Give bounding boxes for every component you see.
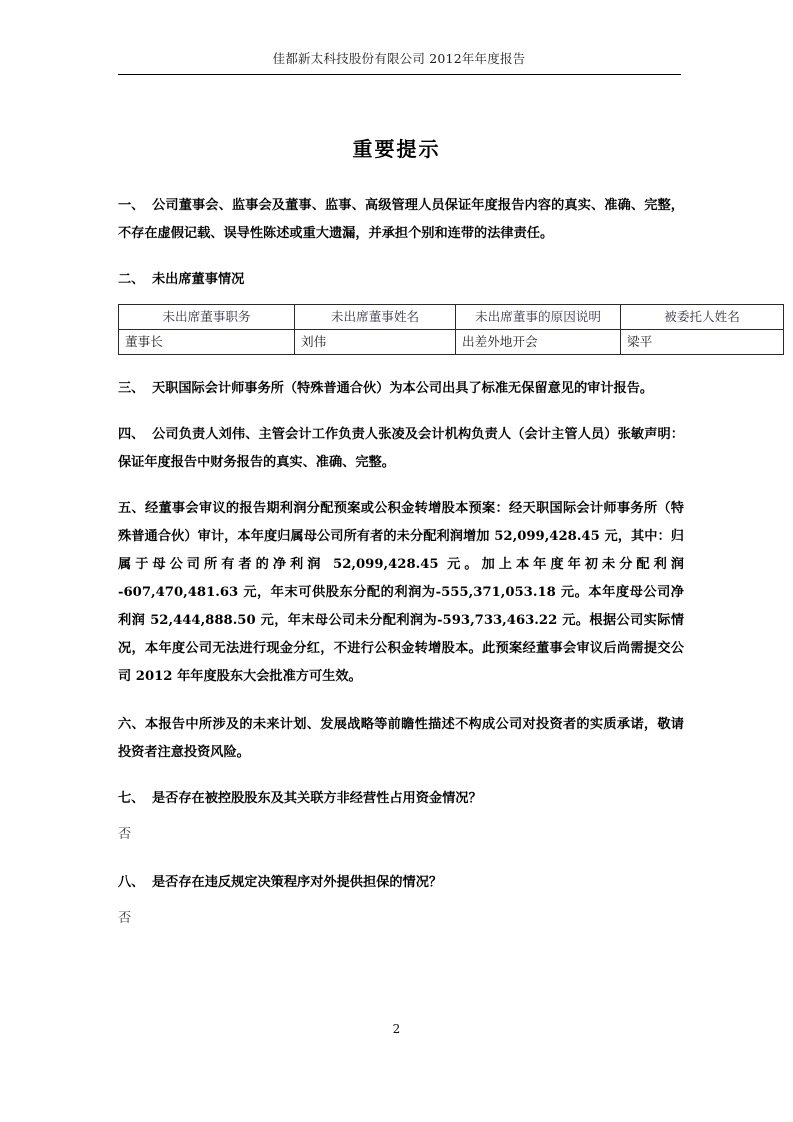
section-1-text: 公司董事会、监事会及董事、监事、高级管理人员保证年度报告内容的真实、准确、完整，不存在虚假记载、误导性陈述或重大遗漏，并承担个别和连带的法律责任。 <box>118 198 684 241</box>
cell-reason: 出差外地开会 <box>456 330 621 355</box>
section-2-heading <box>118 266 684 294</box>
section-7-answer: 否 <box>118 827 132 842</box>
table-header-row <box>119 305 784 330</box>
document-body <box>118 192 740 953</box>
section-6-paragraph: 六、本报告中所涉及的未来计划、发展战略等前瞻性描述不构成公司对投资者的实质承诺，敬请投资者注意投资风险。 <box>118 717 684 760</box>
section-3-paragraph <box>118 375 684 403</box>
section-8-answer: 否 <box>118 911 132 926</box>
section-8-number: 八、 <box>118 875 145 890</box>
table-row <box>119 330 784 355</box>
section-1-number: 一、 <box>118 198 145 213</box>
header-divider <box>118 74 681 75</box>
section-1-paragraph <box>118 192 684 248</box>
section-4-paragraph <box>118 421 684 477</box>
page-number: 2 <box>392 1022 401 1036</box>
section-3-number: 三、 <box>118 381 145 396</box>
table-header-name: 未出席董事姓名 <box>295 305 456 330</box>
absent-directors-table <box>118 304 784 355</box>
section-4-number: 四、 <box>118 427 145 442</box>
section-5-paragraph: 五、经董事会审议的报告期利润分配预案或公积金转增股本预案：经天职国际会计师事务所（特殊普通合伙）审计，本年度归属母公司所有者的未分配利润增加 52,099,428.45 元，其中：归属于母公司所有者的净利润 52,099,428.45 元。加上本年度年初未分配利润 -607,470,481.63 元，年末可供股东分配的利润为-555,371,053.18 元。本年度母公司净利润 52,444,888.50 元，年末母公司未分配利润为-593,733,463.22 元。根据公司实际情况，本年度公司无法进行现金分红，不进行公积金转增股本。此预案经董事会审议后尚需提交公司 2012 年年度股东大会批准方可生效。 <box>118 501 684 684</box>
cell-proxy: 梁平 <box>621 330 784 355</box>
cell-name: 刘伟 <box>295 330 456 355</box>
section-8-text: 是否存在违反规定决策程序对外提供担保的情况？ <box>152 875 443 890</box>
table-header-proxy: 被委托人姓名 <box>621 305 784 330</box>
section-2-text: 未出席董事情况 <box>152 272 245 287</box>
section-8-question <box>118 869 684 897</box>
page-title: 重要提示 <box>352 137 441 162</box>
section-3-text: 天职国际会计师事务所（特殊普通合伙）为本公司出具了标准无保留意见的审计报告。 <box>152 381 654 396</box>
running-header: 佳都新太科技股份有限公司 2012年年度报告 <box>272 51 526 66</box>
section-7-question <box>118 785 684 813</box>
cell-position: 董事长 <box>119 330 295 355</box>
section-7-number: 七、 <box>118 791 145 806</box>
section-7-text: 是否存在被控股股东及其关联方非经营性占用资金情况？ <box>152 791 482 806</box>
table-header-position: 未出席董事职务 <box>119 305 295 330</box>
section-4-text: 公司负责人刘伟、主管会计工作负责人张凌及会计机构负责人（会计主管人员）张敏声明：保证年度报告中财务报告的真实、准确、完整。 <box>118 427 684 470</box>
table-header-reason: 未出席董事的原因说明 <box>456 305 621 330</box>
section-2-number: 二、 <box>118 272 145 287</box>
